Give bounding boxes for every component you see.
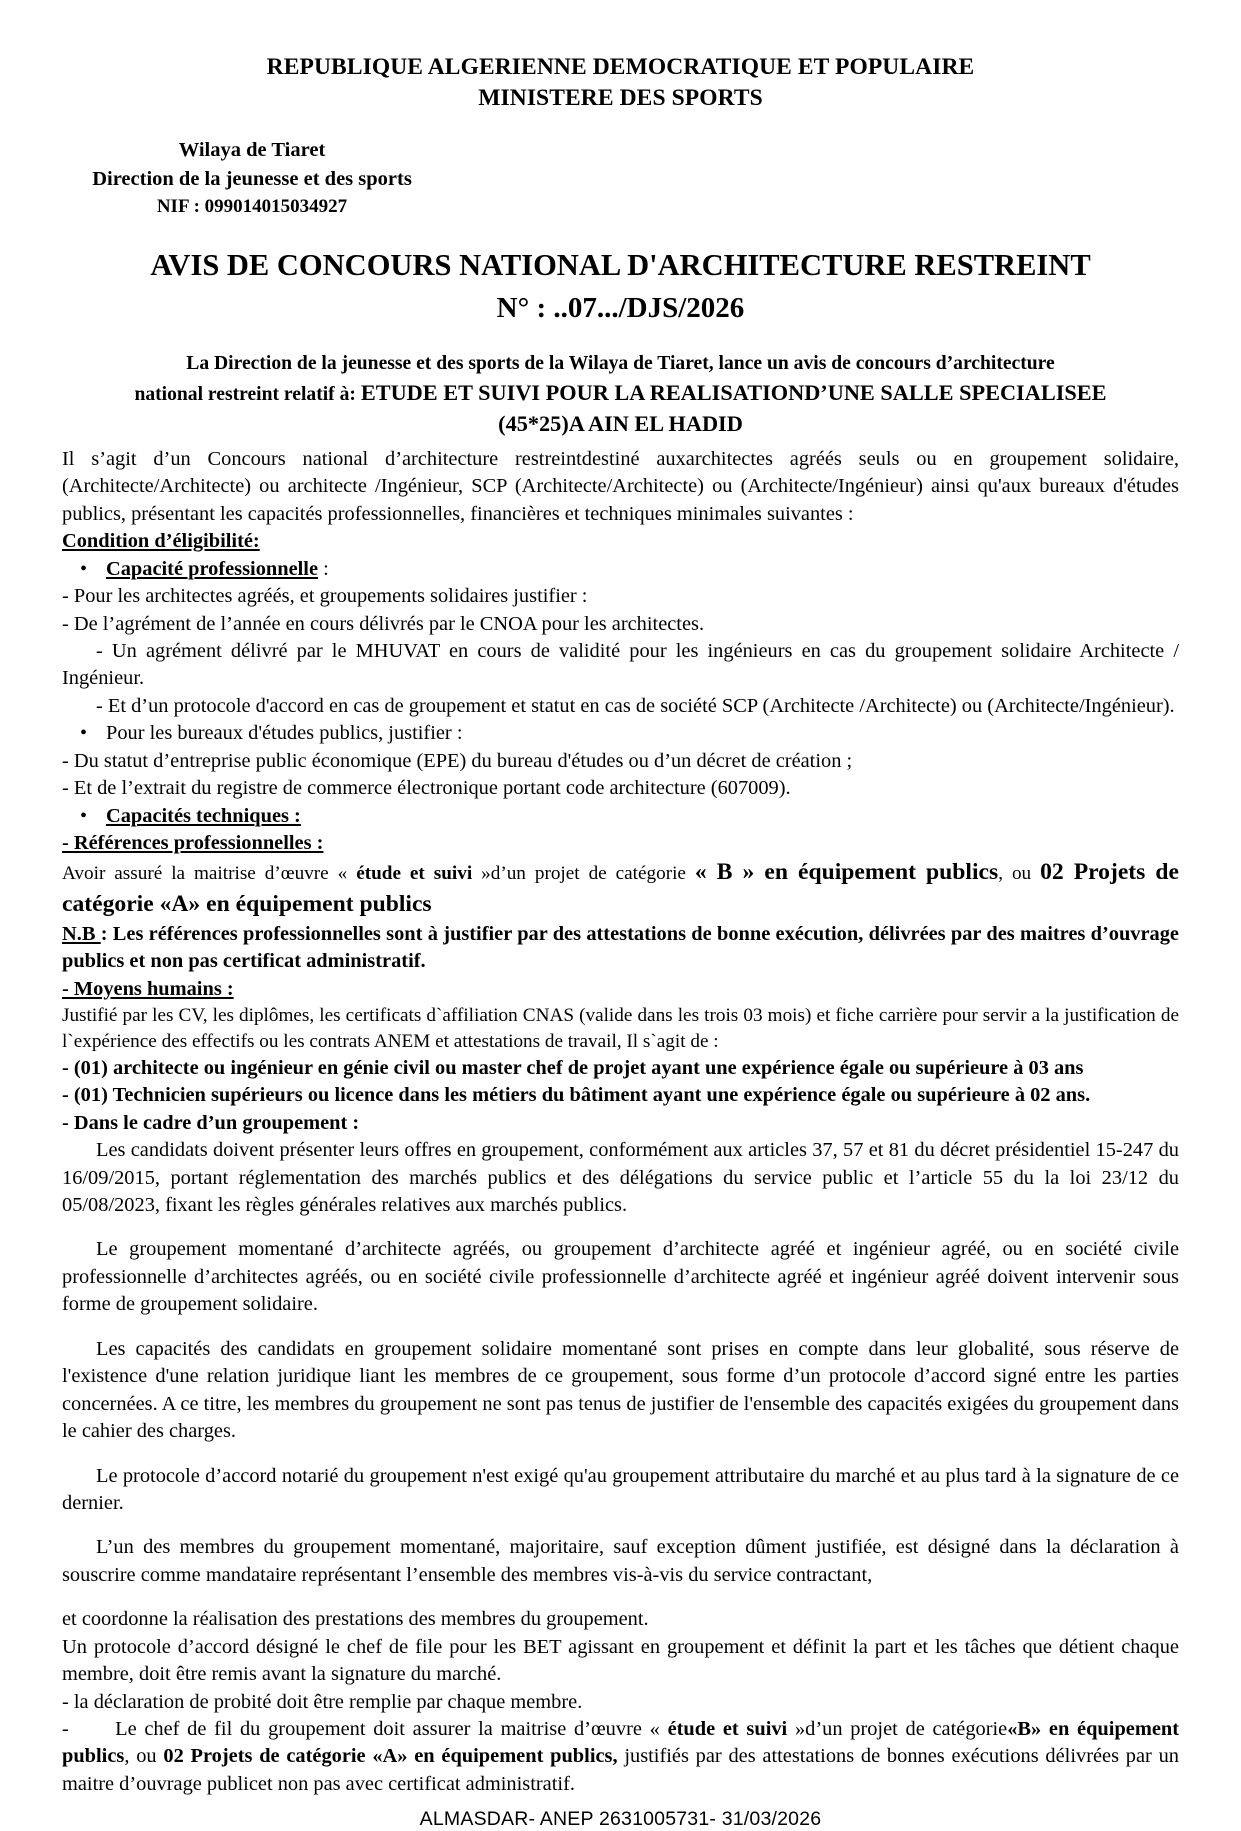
- header-direction: Direction de la jeunesse et des sports: [92, 168, 412, 191]
- header-nif: NIF : 099014015034927: [156, 196, 348, 218]
- list-item: - De l’agrément de l’année en cours délivrés par le CNOA pour les architectes.: [62, 612, 705, 635]
- intro-line-1: La Direction de la jeunesse et des sports de la Wilaya de Tiaret, lance un avis de concours d’architecture: [186, 352, 1055, 374]
- refs-text-etude-suivi: étude et suivi: [356, 863, 473, 885]
- bullet-marker-icon: •: [80, 722, 88, 745]
- header-wilaya: Wilaya de Tiaret: [178, 139, 326, 162]
- moyens-humains-label: - Moyens humains :: [62, 977, 234, 1000]
- intro-project-location: (45*25)A AIN EL HADID: [498, 411, 743, 437]
- bullet-marker-icon: •: [80, 557, 88, 580]
- national-header: [0, 0, 1241, 114]
- header-republic-line: REPUBLIQUE ALGERIENNE DEMOCRATIQUE ET POPULAIRE: [266, 54, 975, 80]
- nb-label: N.B: [62, 922, 101, 945]
- refs-text-b: »d’un projet de catégorie: [472, 863, 695, 885]
- paragraph-intro: Il s’agit d’un Concours national d’architecture restreintdestiné auxarchitectes agréés seuls ou en groupement solidaire, (Architecte/Architecte) ou architecte /Ingénieur, SCP (Architecte/Architecte) ou (Architecte/Ingénieur) ainsi qu'aux bureaux d'études publics, présentant les capacités professionnelles, financières et techniques minimales suivantes :: [62, 447, 1179, 525]
- capacites-techniques-label: Capacités techniques :: [106, 804, 301, 827]
- last-text-c: , ou: [124, 1745, 164, 1768]
- refs-text-categorie-a: 02 Projets de catégorie «A» en équipement publics: [62, 859, 1179, 918]
- spacer: [62, 1219, 1179, 1236]
- intro-line-2-prefix: national restreint relatif à:: [134, 384, 361, 406]
- notice-number: N° : ..07.../DJS/2026: [496, 291, 745, 324]
- staff-requirement-1: - (01) architecte ou ingénieur en génie civil ou master chef de projet ayant une expérience égale ou supérieure à 03 ans: [62, 1056, 1084, 1079]
- references-professionnelles-label: - Références professionnelles :: [62, 832, 324, 854]
- intro-project-title: ETUDE ET SUIVI POUR LA REALISATIOND’UNE SALLE SPECIALISEE: [360, 380, 1107, 406]
- list-item: - Et de l’extrait du registre de commerce électronique portant code architecture (607009).: [62, 777, 791, 800]
- spacer: [62, 1446, 1179, 1463]
- bureaux-etudes-label: Pour les bureaux d'études publics, justifier :: [106, 722, 463, 745]
- header-ministry-line: MINISTERE DES SPORTS: [478, 85, 763, 112]
- list-item: - Du statut d’entreprise public économique (EPE) du bureau d'études ou d’un décret de création ;: [62, 749, 853, 772]
- groupement-heading: - Dans le cadre d’un groupement :: [62, 1111, 360, 1134]
- paragraph-groupement-8: - la déclaration de probité doit être remplie par chaque membre.: [62, 1690, 583, 1713]
- spacer: [62, 1517, 1179, 1534]
- spacer: [62, 1589, 1179, 1606]
- paragraph-groupement-1: Les candidats doivent présenter leurs offres en groupement, conformément aux articles 37, 57 et 81 du décret présidentiel 15-247 du 16/09/2015, portant réglementation des marchés publics et des délégations du service public et l’article 55 du la loi 23/12 du 05/08/2023, fixant les règles générales relatives aux marchés publics.: [62, 1139, 1179, 1217]
- paragraph-groupement-7: Un protocole d’accord désigné le chef de file pour les BET agissant en groupement et définit la part et les tâches que détient chaque membre, doit être remis avant la signature du marché.: [62, 1635, 1179, 1686]
- paragraph-groupement-3: Les capacités des candidats en groupement solidaire momentané sont prises en compte dans leur globalité, sous réserve de l'existence d'une relation juridique liant les membres de ce groupement, sous forme d’un protocole d’accord signé entre les parties concernées. A ce titre, les membres du groupement ne sont pas tenus de justifier de l'ensemble des capacités exigées du groupement dans le cahier des charges.: [62, 1337, 1179, 1443]
- issuing-authority-block: [62, 136, 442, 221]
- capacite-professionnelle-label: Capacité professionnelle: [106, 557, 319, 580]
- references-professionnelles-text: [62, 857, 1179, 920]
- last-text-categorie-a: 02 Projets de catégorie «A» en équipement publics,: [163, 1745, 618, 1768]
- moyens-humains-text: Justifié par les CV, les diplômes, les certificats d`affiliation CNAS (valide dans les trois 03 mois) et fiche carrière pour servir a la justification de l`expérience des effectifs ou les contrats ANEM et attestations de travail, Il s`agit de :: [62, 1005, 1179, 1053]
- nb-note: [62, 921, 1179, 976]
- spacer: [62, 1319, 1179, 1336]
- last-text-etude-suivi: étude et suivi: [667, 1718, 788, 1741]
- paragraph-groupement-2: Le groupement momentané d’architecte agréés, ou groupement d’architecte agréé et ingénieur agréé, ou en société civile professionnelle d’architectes agréés, ou en société civile professionnelle d’architecte agréé et ingénieur agréé doivent intervenir sous forme de groupement solidaire.: [62, 1238, 1179, 1316]
- bullet-capacite-professionnelle: [62, 556, 1179, 583]
- bullet-bureaux-etudes: [62, 720, 1179, 747]
- refs-text-a: Avoir assuré la maitrise d’œuvre «: [62, 863, 357, 885]
- page-title: AVIS DE CONCOURS NATIONAL D'ARCHITECTURE RESTREINT: [150, 248, 1091, 283]
- last-text-d: justifiés par des attestations de bonnes exécutions délivrées par un maitre d’ouvrage publicet non pas avec certificat administratif.: [62, 1745, 1179, 1795]
- footer-anep-reference: ALMASDAR- ANEP 2631005731- 31/03/2026: [419, 1808, 822, 1831]
- refs-text-c: , ou: [998, 863, 1041, 885]
- notice-intro: [68, 350, 1173, 440]
- bullet-marker-icon: •: [80, 804, 88, 827]
- last-dash-marker: -: [62, 1718, 69, 1741]
- paragraph-chef-de-file: [62, 1716, 1179, 1798]
- staff-requirement-2: - (01) Technicien supérieurs ou licence dans les métiers du bâtiment ayant une expérience égale ou supérieure à 02 ans.: [62, 1084, 1091, 1107]
- bullet-capacites-techniques: [62, 803, 1179, 830]
- capacite-professionnelle-line: [106, 556, 1179, 583]
- paragraph-groupement-5: L’un des membres du groupement momentané, majoritaire, sauf exception dûment justifiée, est désigné dans la déclaration à souscrire comme mandataire représentant l’ensemble des membres vis-à-vis du service contractant,: [62, 1536, 1179, 1586]
- last-text-a: Le chef de fil du groupement doit assurer la maitrise d’œuvre «: [115, 1718, 668, 1741]
- capacite-professionnelle-colon: :: [318, 557, 329, 580]
- last-text-categorie-b: «B» en équipement publics: [62, 1718, 1179, 1768]
- paragraph-groupement-4: Le protocole d’accord notarié du groupement n'est exigé qu'au groupement attributaire du marché et au plus tard à la signature de ce dernier.: [62, 1464, 1179, 1514]
- list-item: - Un agrément délivré par le MHUVAT en cours de validité pour les ingénieurs en cas du groupement solidaire Architecte / Ingénieur.: [62, 639, 1179, 690]
- list-item: - Pour les architectes agréés, et groupements solidaires justifier :: [62, 585, 588, 608]
- list-item: - Et d’un protocole d'accord en cas de groupement et statut en cas de société SCP (Architecte /Architecte) ou (Architecte/Ingénieur).: [96, 694, 1175, 717]
- eligibility-heading: Condition d’éligibilité:: [62, 530, 260, 553]
- last-text-b: »d’un projet de catégorie: [787, 1718, 1008, 1741]
- paragraph-groupement-6: et coordonne la réalisation des prestations des membres du groupement.: [62, 1608, 649, 1631]
- notice-body: [62, 446, 1179, 1798]
- refs-text-categorie-b: « B » en équipement publics: [694, 859, 999, 886]
- nb-text: : Les références professionnelles sont à justifier par des attestations de bonne exécution, délivrées par des maitres d’ouvrage publics et non pas certificat administratif.: [62, 922, 1179, 973]
